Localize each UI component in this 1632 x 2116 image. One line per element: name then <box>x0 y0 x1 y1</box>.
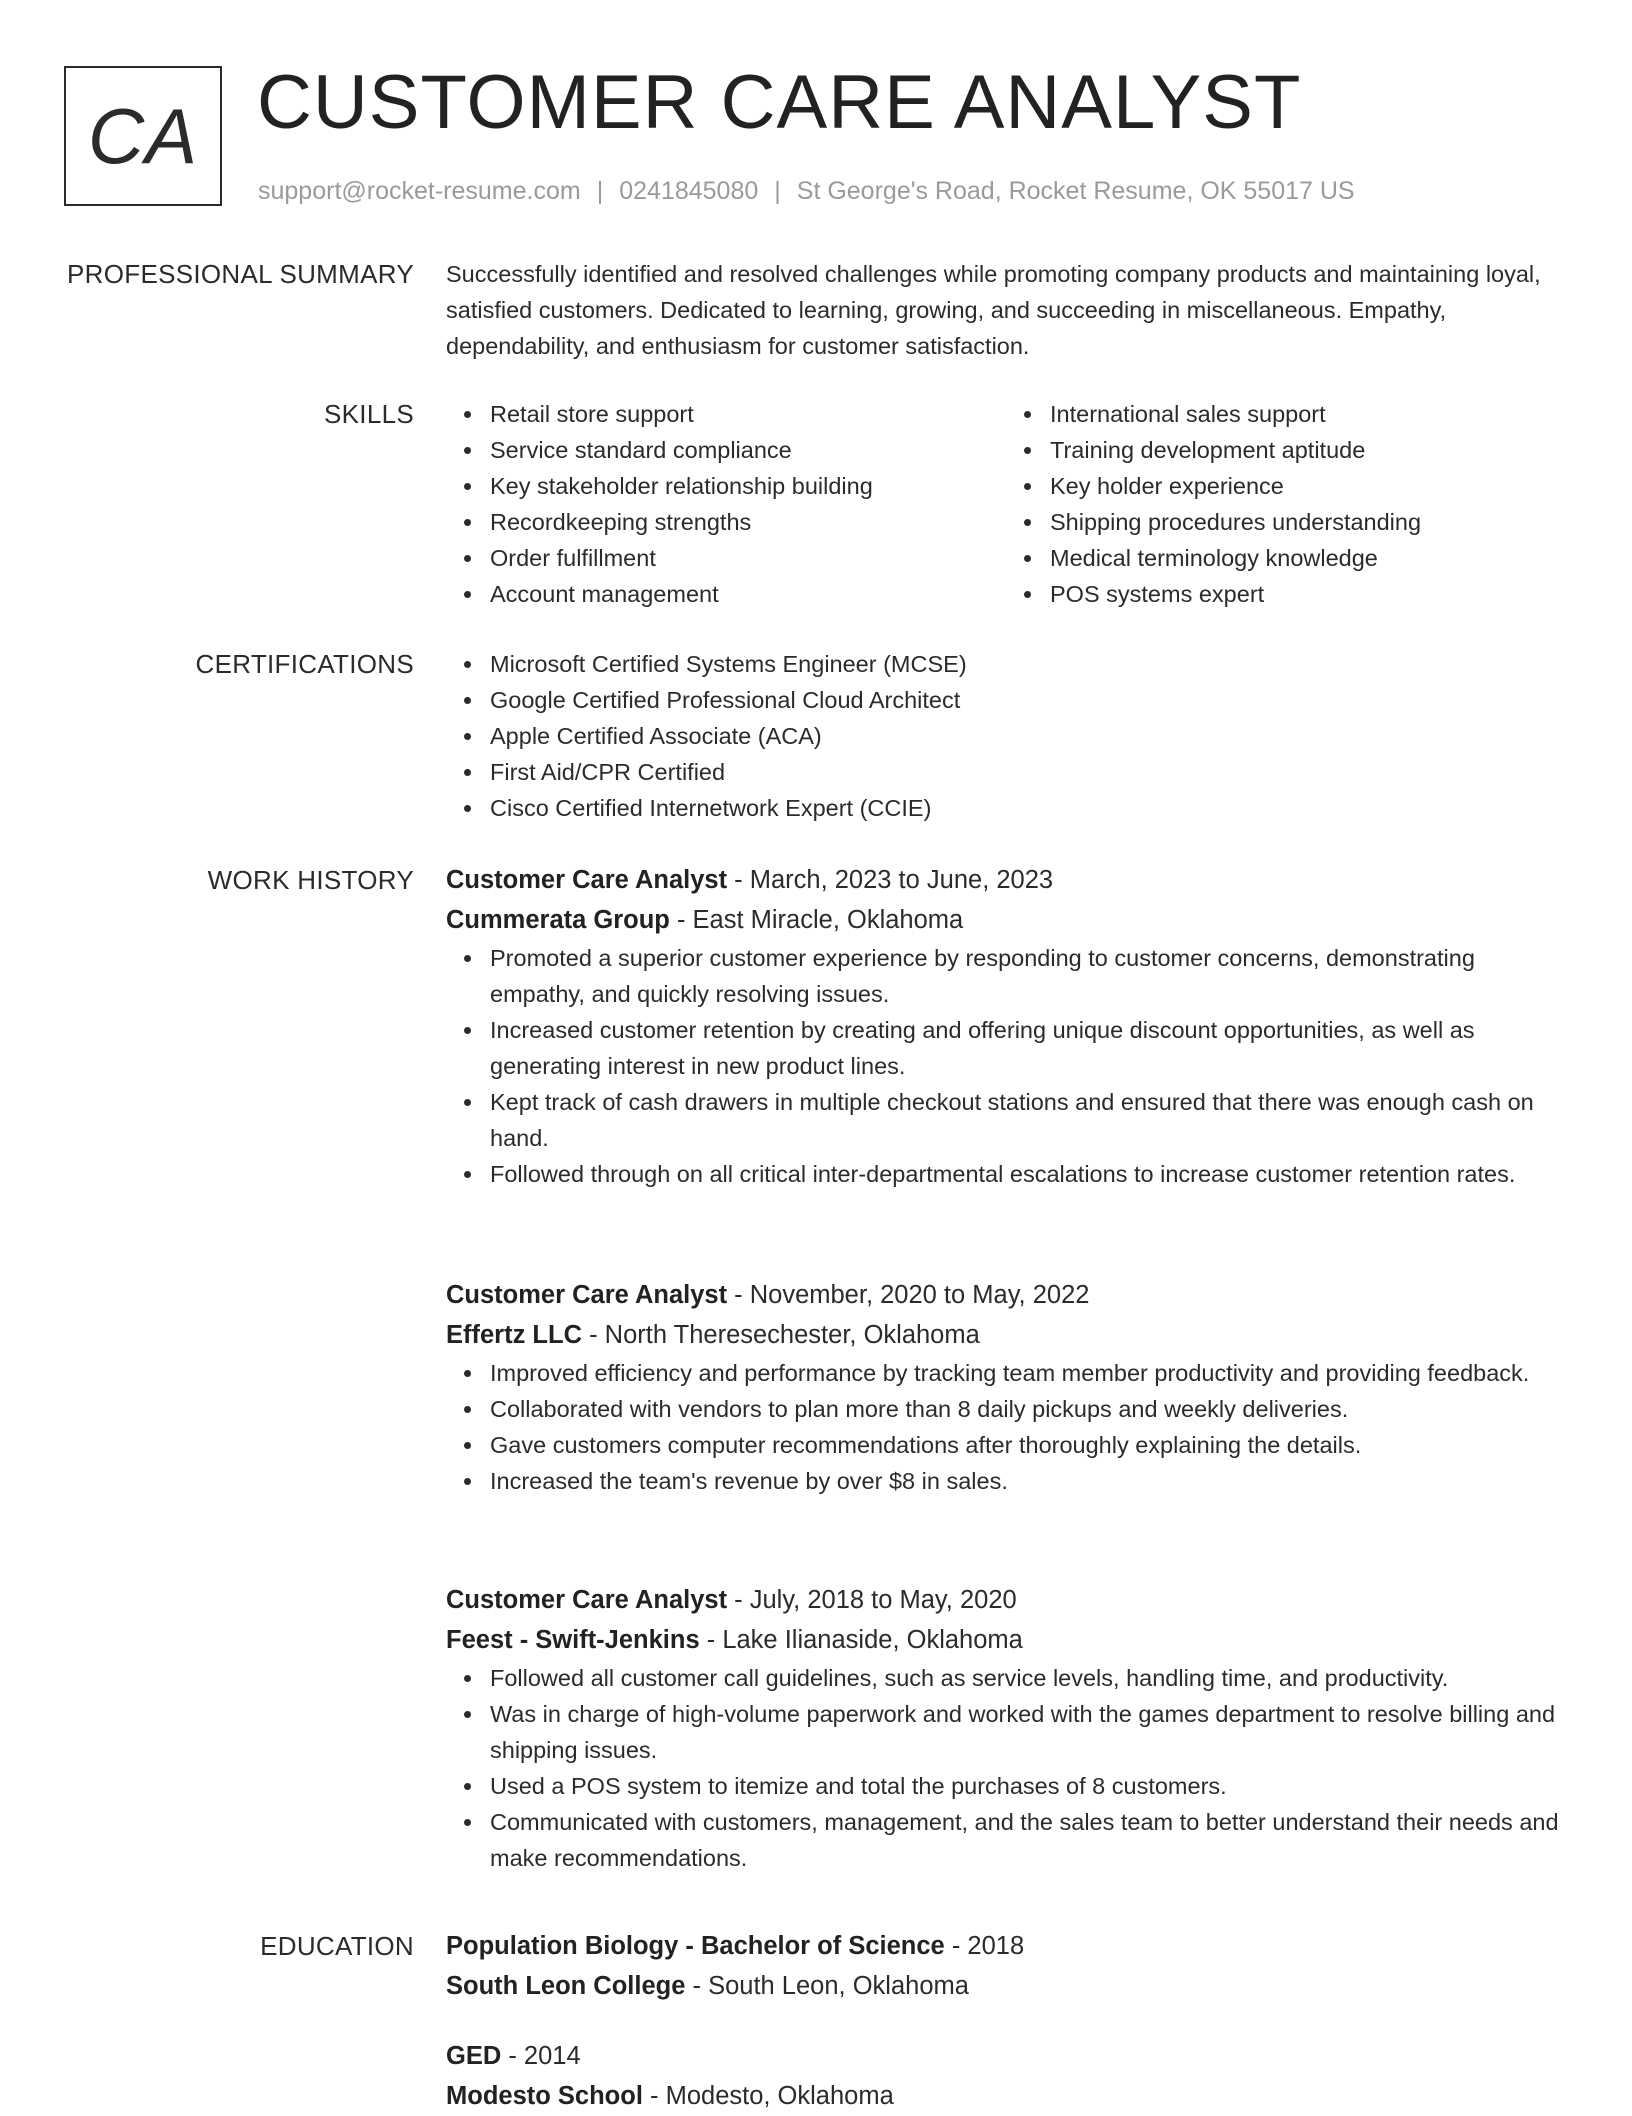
list-item: Cisco Certified Internetwork Expert (CCIE) <box>490 790 1566 826</box>
education-year: - 2014 <box>501 2042 581 2070</box>
job-dates: - July, 2018 to May, 2020 <box>727 1586 1017 1614</box>
job-location: - North Theresechester, Oklahoma <box>582 1321 980 1349</box>
education-location: - Modesto, Oklahoma <box>642 2082 894 2110</box>
education-content <box>446 2036 1566 2116</box>
job-title-line <box>446 1580 1566 1620</box>
list-item: Kept track of cash drawers in multiple checkout stations and ensured that there was enough cash on hand. <box>490 1084 1566 1156</box>
list-item: Recordkeeping strengths <box>490 504 1006 540</box>
contact-separator: | <box>774 177 781 205</box>
job-title: Customer Care Analyst <box>446 1281 728 1309</box>
job-title: Customer Care Analyst <box>446 866 728 894</box>
list-item: Apple Certified Associate (ACA) <box>490 718 1566 754</box>
education-school: South Leon College <box>446 1972 686 2000</box>
job-title-line <box>446 860 1566 900</box>
job-bullets <box>446 940 1566 1192</box>
page-title: CUSTOMER CARE ANALYST <box>257 60 1302 145</box>
list-item: Promoted a superior customer experience by responding to customer concerns, demonstrating empathy, and quickly resolving issues. <box>490 940 1566 1012</box>
list-item: Increased customer retention by creating and offering unique discount opportunities, as well as generating interest in new product lines. <box>490 1012 1566 1084</box>
section-label-skills: SKILLS <box>324 399 414 429</box>
list-item: Followed through on all critical inter-departmental escalations to increase customer retention rates. <box>490 1156 1566 1192</box>
list-item: Retail store support <box>490 396 1006 432</box>
list-item: Google Certified Professional Cloud Architect <box>490 682 1566 718</box>
monogram-text: CA <box>87 92 199 180</box>
education-school-line <box>446 2076 1566 2116</box>
education-school: Modesto School <box>446 2082 643 2110</box>
summary-text: Successfully identified and resolved challenges while promoting company products and maintaining loyal, satisfied customers. Dedicated to learning, growing, and succeeding in miscellaneous. Empathy, dependability, and enthusiasm for customer satisfaction. <box>446 261 1541 359</box>
contact-address: St George's Road, Rocket Resume, OK 55017 US <box>796 177 1355 205</box>
list-item: Key stakeholder relationship building <box>490 468 1006 504</box>
list-item: Training development aptitude <box>1050 432 1566 468</box>
job-bullets <box>446 1660 1566 1876</box>
job-content <box>446 1275 1566 1499</box>
job-company-line <box>446 1620 1566 1660</box>
section-label-summary: PROFESSIONAL SUMMARY <box>67 259 414 289</box>
education-content <box>446 1926 1566 2006</box>
job-company: Cummerata Group <box>446 906 670 934</box>
list-item: Improved efficiency and performance by tracking team member productivity and providing feedback. <box>490 1355 1566 1391</box>
job-company: Feest - Swift-Jenkins <box>446 1626 700 1654</box>
list-item: International sales support <box>1050 396 1566 432</box>
certifications-content <box>446 646 1566 826</box>
list-item: Order fulfillment <box>490 540 1006 576</box>
contact-phone[interactable]: 0241845080 <box>619 177 759 205</box>
certifications-list <box>446 646 1566 826</box>
list-item: Followed all customer call guidelines, such as service levels, handling time, and productivity. <box>490 1660 1566 1696</box>
monogram-box <box>64 66 222 206</box>
list-item: Used a POS system to itemize and total the purchases of 8 customers. <box>490 1768 1566 1804</box>
skills-content <box>446 396 1566 612</box>
skills-list-right <box>1006 396 1566 612</box>
section-label-work-history: WORK HISTORY <box>207 865 414 895</box>
job-location: - Lake Ilianaside, Oklahoma <box>699 1626 1023 1654</box>
list-item: Service standard compliance <box>490 432 1006 468</box>
job-content <box>446 860 1566 1192</box>
job-dates: - November, 2020 to May, 2022 <box>727 1281 1090 1309</box>
education-degree: GED <box>446 2042 502 2070</box>
education-degree-line <box>446 1926 1566 1966</box>
list-item: Collaborated with vendors to plan more than 8 daily pickups and weekly deliveries. <box>490 1391 1566 1427</box>
education-year: - 2018 <box>944 1932 1025 1960</box>
list-item: Gave customers computer recommendations after thoroughly explaining the details. <box>490 1427 1566 1463</box>
job-location: - East Miracle, Oklahoma <box>669 906 964 934</box>
contact-line <box>258 174 1355 209</box>
section-label-education: EDUCATION <box>260 1931 414 1961</box>
section-label-certifications: CERTIFICATIONS <box>195 649 414 679</box>
list-item: Account management <box>490 576 1006 612</box>
list-item: Medical terminology knowledge <box>1050 540 1566 576</box>
education-school-line <box>446 1966 1566 2006</box>
job-company-line <box>446 900 1566 940</box>
job-dates: - March, 2023 to June, 2023 <box>727 866 1054 894</box>
job-content <box>446 1580 1566 1876</box>
job-company-line <box>446 1315 1566 1355</box>
list-item: Communicated with customers, management, and the sales team to better understand their needs and make recommendations. <box>490 1804 1566 1876</box>
list-item: Was in charge of high-volume paperwork and worked with the games department to resolve billing and shipping issues. <box>490 1696 1566 1768</box>
list-item: POS systems expert <box>1050 576 1566 612</box>
job-title: Customer Care Analyst <box>446 1586 728 1614</box>
job-bullets <box>446 1355 1566 1499</box>
list-item: Increased the team's revenue by over $8 in sales. <box>490 1463 1566 1499</box>
contact-email[interactable]: support@rocket-resume.com <box>258 177 581 205</box>
education-degree-line <box>446 2036 1566 2076</box>
job-company: Effertz LLC <box>446 1321 582 1349</box>
list-item: Shipping procedures understanding <box>1050 504 1566 540</box>
list-item: First Aid/CPR Certified <box>490 754 1566 790</box>
job-title-line <box>446 1275 1566 1315</box>
list-item: Microsoft Certified Systems Engineer (MCSE) <box>490 646 1566 682</box>
summary-content <box>446 256 1566 364</box>
list-item: Key holder experience <box>1050 468 1566 504</box>
contact-separator: | <box>596 177 604 205</box>
skills-list-left <box>446 396 1006 612</box>
education-location: - South Leon, Oklahoma <box>685 1972 969 2000</box>
education-degree: Population Biology - Bachelor of Science <box>446 1932 945 1960</box>
